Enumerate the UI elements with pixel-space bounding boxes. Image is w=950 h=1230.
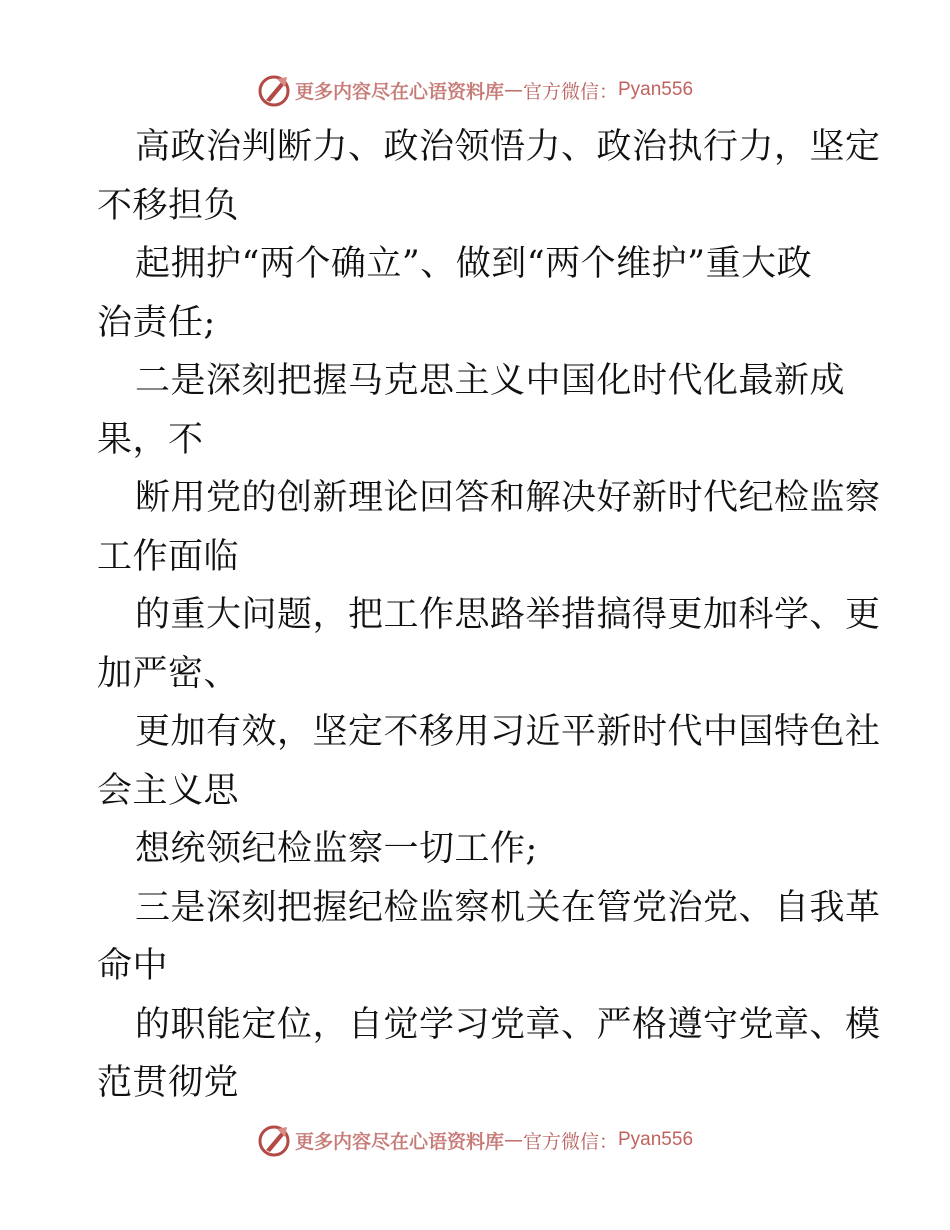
- header-watermark-banner: [0, 70, 950, 110]
- footer-watermark-banner: [0, 1120, 950, 1160]
- banner-separator: —: [503, 1129, 523, 1151]
- body-line: 工作面临: [97, 536, 240, 577]
- quill-logo-icon: [257, 1123, 291, 1157]
- body-line: 的重大问题，把工作思路举措搞得更加科学、更: [135, 595, 881, 635]
- body-line: 二是深刻把握马克思主义中国化时代化最新成: [135, 361, 846, 401]
- quill-logo-icon: [257, 73, 291, 107]
- body-line: 想统领纪检监察一切工作;: [135, 829, 538, 869]
- document-body: [97, 118, 881, 1113]
- banner-separator: —: [503, 79, 523, 101]
- body-line: 起拥护“两个确立”、做到“两个维护”重大政: [135, 244, 813, 284]
- body-line: 会主义思: [97, 770, 240, 811]
- banner-text: 更多内容尽在心语资料库: [294, 1130, 504, 1153]
- body-line: 命中: [97, 946, 169, 986]
- banner-wechat-label: 官方微信：: [522, 1130, 618, 1153]
- body-line: 高政治判断力、政治领悟力、政治执行力，坚定: [135, 127, 881, 167]
- body-line: 加严密、: [97, 653, 240, 694]
- body-line: 的职能定位，自觉学习党章、严格遵守党章、模: [135, 1004, 881, 1045]
- banner-account: Pyan556: [618, 1129, 694, 1150]
- banner-account: Pyan556: [618, 79, 694, 100]
- body-line: 不移担负: [97, 185, 240, 226]
- banner-wechat-label: 官方微信：: [522, 80, 618, 103]
- body-line: 治责任;: [97, 302, 216, 343]
- body-line: 范贯彻党: [97, 1063, 240, 1103]
- banner-text: 更多内容尽在心语资料库: [294, 80, 504, 103]
- body-line: 断用党的创新理论回答和解决好新时代纪检监察: [135, 478, 881, 518]
- body-line: 三是深刻把握纪检监察机关在管党治党、自我革: [135, 887, 881, 928]
- body-line: 更加有效，坚定不移用习近平新时代中国特色社: [135, 712, 881, 752]
- body-line: 果，不: [97, 419, 204, 460]
